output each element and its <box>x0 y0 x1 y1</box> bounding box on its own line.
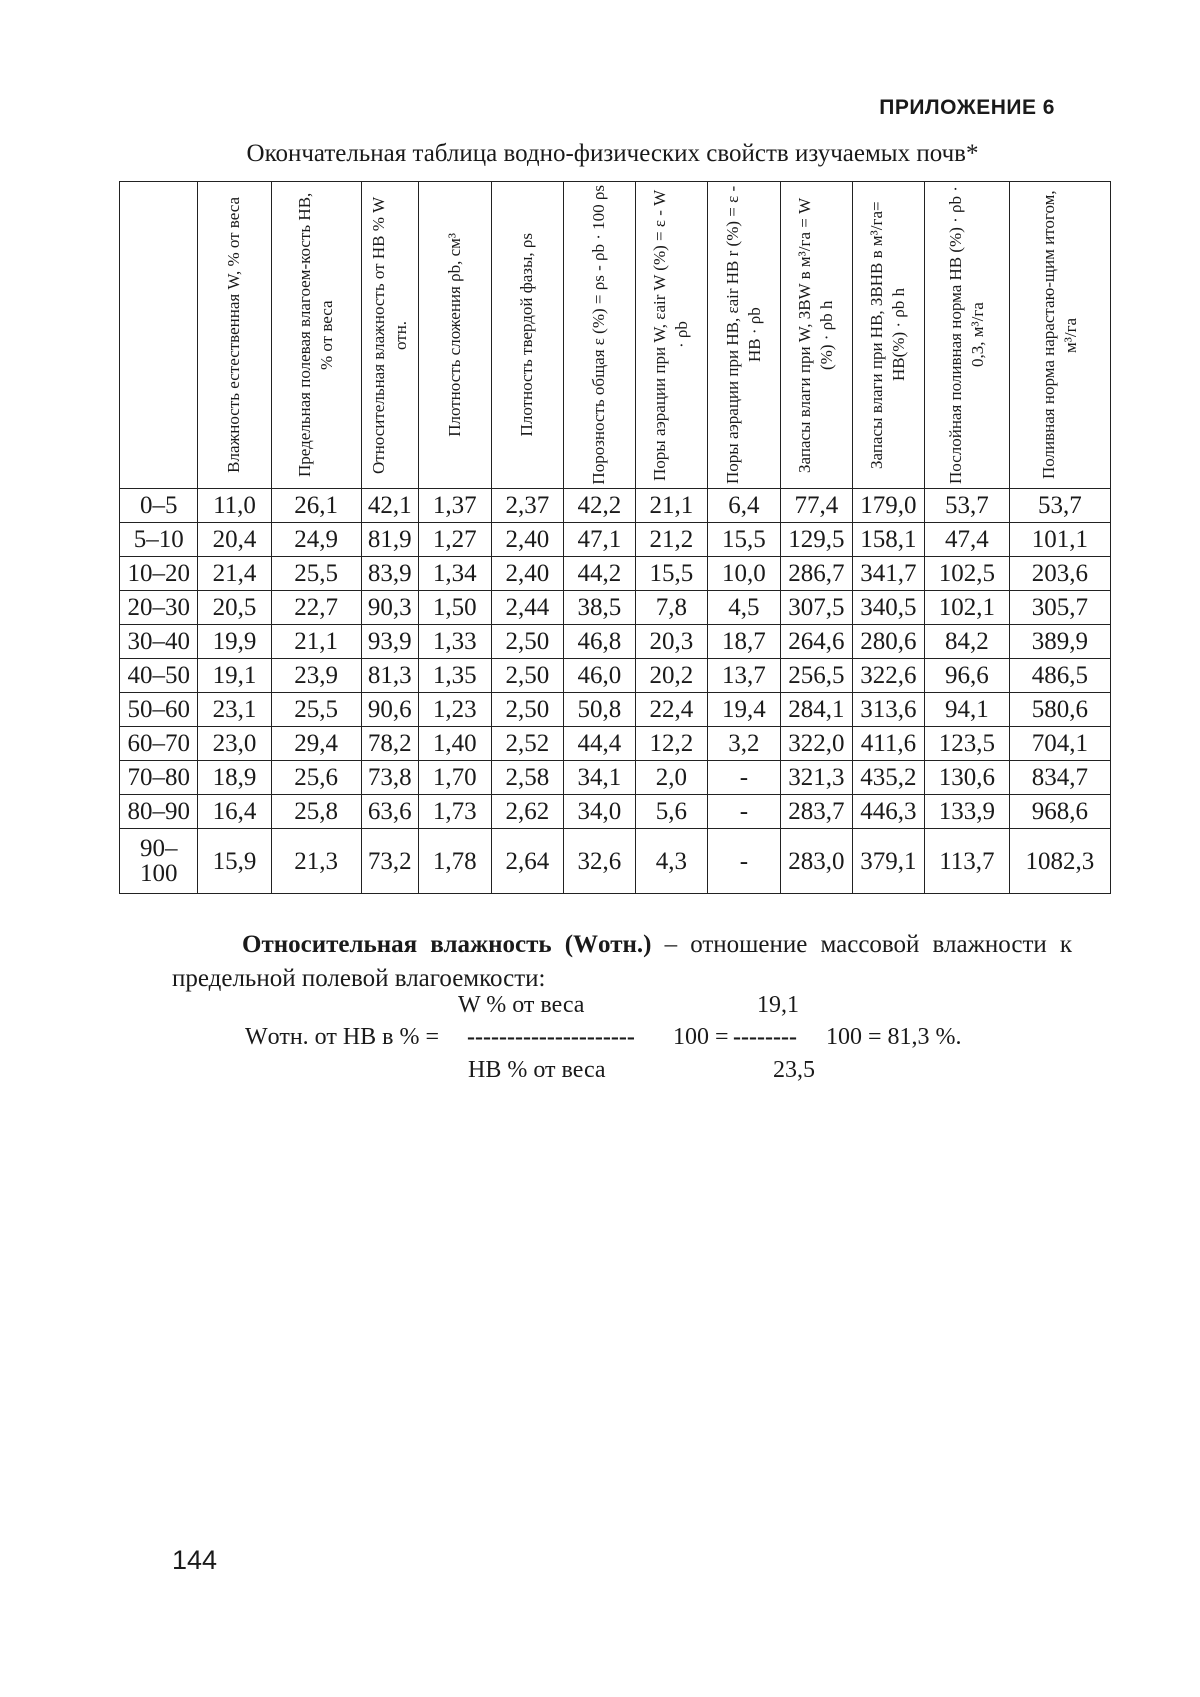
formula-dashes-long: --------------------- <box>467 1024 635 1050</box>
value-cell: 84,2 <box>924 625 1009 659</box>
value-cell: 283,0 <box>780 829 852 894</box>
value-cell: 78,2 <box>361 727 418 761</box>
value-cell: 7,8 <box>635 591 707 625</box>
value-cell: 18,9 <box>198 761 271 795</box>
formula-numerator-label: W % от веса <box>458 992 585 1018</box>
column-header-6 <box>563 182 635 489</box>
value-cell: 280,6 <box>852 625 924 659</box>
value-cell: 321,3 <box>780 761 852 795</box>
column-header-label: Плотность сложения ρb, см³ <box>444 233 464 437</box>
column-header-12 <box>1009 182 1110 489</box>
value-cell: 18,7 <box>707 625 780 659</box>
value-cell: 102,5 <box>924 557 1009 591</box>
value-cell: 44,2 <box>563 557 635 591</box>
value-cell: 25,5 <box>271 693 361 727</box>
column-header-label: Запасы влаги при НВ, ЗВНВ в м³/га= НВ(%) · ρb h <box>867 201 909 469</box>
table-row <box>120 795 1111 829</box>
value-cell: 20,4 <box>198 523 271 557</box>
value-cell: 834,7 <box>1009 761 1110 795</box>
value-cell: 47,4 <box>924 523 1009 557</box>
value-cell: 13,7 <box>707 659 780 693</box>
value-cell: 2,40 <box>491 523 563 557</box>
value-cell: 2,40 <box>491 557 563 591</box>
value-cell: 23,1 <box>198 693 271 727</box>
value-cell: 15,5 <box>707 523 780 557</box>
column-header-2 <box>271 182 361 489</box>
value-cell: 15,5 <box>635 557 707 591</box>
value-cell: 133,9 <box>924 795 1009 829</box>
value-cell: 102,1 <box>924 591 1009 625</box>
value-cell: 21,3 <box>271 829 361 894</box>
value-cell: 23,9 <box>271 659 361 693</box>
value-cell: 21,2 <box>635 523 707 557</box>
depth-cell: 50–60 <box>120 693 198 727</box>
value-cell: 73,8 <box>361 761 418 795</box>
column-header-11 <box>924 182 1009 489</box>
value-cell: 264,6 <box>780 625 852 659</box>
value-cell: 50,8 <box>563 693 635 727</box>
value-cell: 580,6 <box>1009 693 1110 727</box>
value-cell: 389,9 <box>1009 625 1110 659</box>
formula-denominator-label: НВ % от веса <box>468 1057 606 1083</box>
value-cell: 2,52 <box>491 727 563 761</box>
value-cell: 25,5 <box>271 557 361 591</box>
value-cell: 44,4 <box>563 727 635 761</box>
value-cell: 2,50 <box>491 659 563 693</box>
table-row <box>120 625 1111 659</box>
value-cell: 83,9 <box>361 557 418 591</box>
column-header-3 <box>361 182 418 489</box>
value-cell: 53,7 <box>924 489 1009 523</box>
value-cell: 34,0 <box>563 795 635 829</box>
value-cell: 24,9 <box>271 523 361 557</box>
value-cell: 4,5 <box>707 591 780 625</box>
value-cell: 2,37 <box>491 489 563 523</box>
table-body <box>120 489 1111 894</box>
value-cell: 2,50 <box>491 625 563 659</box>
value-cell: 94,1 <box>924 693 1009 727</box>
table-row <box>120 591 1111 625</box>
table-row <box>120 727 1111 761</box>
value-cell: 63,6 <box>361 795 418 829</box>
column-header-label: Запасы влаги при W, ЗВW в м³/га = W (%) · ρb h <box>795 197 837 473</box>
value-cell: 46,8 <box>563 625 635 659</box>
value-cell: 1,78 <box>418 829 491 894</box>
value-cell: 16,4 <box>198 795 271 829</box>
table-row <box>120 659 1111 693</box>
value-cell: 53,7 <box>1009 489 1110 523</box>
value-cell: 3,2 <box>707 727 780 761</box>
value-cell: 47,1 <box>563 523 635 557</box>
column-header-1 <box>198 182 271 489</box>
depth-cell: 30–40 <box>120 625 198 659</box>
value-cell: 93,9 <box>361 625 418 659</box>
value-cell: 340,5 <box>852 591 924 625</box>
column-header-5 <box>491 182 563 489</box>
value-cell: 12,2 <box>635 727 707 761</box>
value-cell: 379,1 <box>852 829 924 894</box>
value-cell: 123,5 <box>924 727 1009 761</box>
value-cell: 2,64 <box>491 829 563 894</box>
value-cell: 21,1 <box>635 489 707 523</box>
value-cell: 2,0 <box>635 761 707 795</box>
value-cell: 6,4 <box>707 489 780 523</box>
depth-cell: 70–80 <box>120 761 198 795</box>
value-cell: 1,40 <box>418 727 491 761</box>
formula-mult: 100 = <box>673 1024 729 1050</box>
value-cell: 73,2 <box>361 829 418 894</box>
value-cell: 20,5 <box>198 591 271 625</box>
value-cell: 341,7 <box>852 557 924 591</box>
value-cell: - <box>707 829 780 894</box>
column-header-label: Относительная влажность от НВ % W отн. <box>368 196 410 474</box>
depth-cell: 0–5 <box>120 489 198 523</box>
value-cell: 2,58 <box>491 761 563 795</box>
value-cell: 2,62 <box>491 795 563 829</box>
formula-result: 100 = 81,3 %. <box>826 1024 962 1050</box>
column-header-label: Плотность твердой фазы, ρs <box>517 233 537 437</box>
value-cell: 305,7 <box>1009 591 1110 625</box>
value-cell: 286,7 <box>780 557 852 591</box>
value-cell: 322,0 <box>780 727 852 761</box>
value-cell: 313,6 <box>852 693 924 727</box>
table-title: Окончательная таблица водно-физических свойств изучаемых почв* <box>246 140 979 167</box>
value-cell: - <box>707 795 780 829</box>
value-cell: 1,73 <box>418 795 491 829</box>
definition-text: – отношение массовой влажности к предельной полевой влагоемкости: <box>172 931 1073 992</box>
depth-cell: 60–70 <box>120 727 198 761</box>
value-cell: 25,6 <box>271 761 361 795</box>
value-cell: 203,6 <box>1009 557 1110 591</box>
value-cell: 81,3 <box>361 659 418 693</box>
definition-term: Относительная влажность (Wотн.) <box>242 931 652 958</box>
value-cell: 1,35 <box>418 659 491 693</box>
value-cell: 283,7 <box>780 795 852 829</box>
table-row <box>120 489 1111 523</box>
value-cell: 1,23 <box>418 693 491 727</box>
value-cell: - <box>707 761 780 795</box>
column-header-9 <box>780 182 852 489</box>
value-cell: 32,6 <box>563 829 635 894</box>
value-cell: 101,1 <box>1009 523 1110 557</box>
depth-cell: 40–50 <box>120 659 198 693</box>
value-cell: 19,1 <box>198 659 271 693</box>
table-row <box>120 829 1111 894</box>
value-cell: 15,9 <box>198 829 271 894</box>
value-cell: 1082,3 <box>1009 829 1110 894</box>
table-header <box>120 182 1111 489</box>
depth-cell: 5–10 <box>120 523 198 557</box>
value-cell: 130,6 <box>924 761 1009 795</box>
value-cell: 307,5 <box>780 591 852 625</box>
value-cell: 486,5 <box>1009 659 1110 693</box>
page-number: 144 <box>172 1545 218 1575</box>
value-cell: 90,3 <box>361 591 418 625</box>
depth-cell: 10–20 <box>120 557 198 591</box>
table-row <box>120 693 1111 727</box>
value-cell: 22,7 <box>271 591 361 625</box>
column-header-label: Порозность общая ε (%) = ρs - ρb · 100 ρs <box>589 185 609 485</box>
formula-lhs: Wотн. от НВ в % = <box>245 1024 440 1050</box>
header-row <box>120 182 1111 489</box>
value-cell: 42,1 <box>361 489 418 523</box>
value-cell: 2,50 <box>491 693 563 727</box>
value-cell: 81,9 <box>361 523 418 557</box>
value-cell: 113,7 <box>924 829 1009 894</box>
table-row <box>120 523 1111 557</box>
value-cell: 96,6 <box>924 659 1009 693</box>
value-cell: 21,1 <box>271 625 361 659</box>
value-cell: 25,8 <box>271 795 361 829</box>
depth-cell: 80–90 <box>120 795 198 829</box>
value-cell: 129,5 <box>780 523 852 557</box>
value-cell: 19,4 <box>707 693 780 727</box>
value-cell: 1,33 <box>418 625 491 659</box>
value-cell: 411,6 <box>852 727 924 761</box>
table-row <box>120 761 1111 795</box>
value-cell: 4,3 <box>635 829 707 894</box>
appendix-label: ПРИЛОЖЕНИЕ 6 <box>879 96 1055 119</box>
value-cell: 1,70 <box>418 761 491 795</box>
depth-cell: 90– 100 <box>120 829 198 894</box>
column-header-label: Поры аэрации при W, εair W (%) = ε - W · ρb <box>650 189 692 481</box>
column-header-label: Влажность естественная W, % от веса <box>224 197 244 473</box>
value-cell: 1,50 <box>418 591 491 625</box>
value-cell: 704,1 <box>1009 727 1110 761</box>
value-cell: 1,34 <box>418 557 491 591</box>
column-header-label: Поры аэрации при НВ, εair НВ r (%) = ε - НВ · ρb <box>722 185 764 485</box>
column-header-label: Поливная норма нарастаю-щим итогом, м³/га <box>1038 190 1080 480</box>
column-header-4 <box>418 182 491 489</box>
value-cell: 1,37 <box>418 489 491 523</box>
column-header-label: Предельная полевая влагоем-кость НВ, % от веса <box>295 192 337 478</box>
value-cell: 29,4 <box>271 727 361 761</box>
formula-numerator-value: 19,1 <box>757 992 799 1018</box>
value-cell: 22,4 <box>635 693 707 727</box>
value-cell: 20,3 <box>635 625 707 659</box>
value-cell: 446,3 <box>852 795 924 829</box>
value-cell: 21,4 <box>198 557 271 591</box>
value-cell: 11,0 <box>198 489 271 523</box>
value-cell: 77,4 <box>780 489 852 523</box>
value-cell: 90,6 <box>361 693 418 727</box>
column-header-10 <box>852 182 924 489</box>
value-cell: 26,1 <box>271 489 361 523</box>
value-cell: 158,1 <box>852 523 924 557</box>
value-cell: 179,0 <box>852 489 924 523</box>
column-header-label: Послойная поливная норма НВ (%) · ρb · 0,3, м³/га <box>945 186 987 484</box>
value-cell: 1,27 <box>418 523 491 557</box>
value-cell: 20,2 <box>635 659 707 693</box>
column-header-8 <box>707 182 780 489</box>
definition-paragraph <box>172 928 1072 996</box>
value-cell: 19,9 <box>198 625 271 659</box>
value-cell: 34,1 <box>563 761 635 795</box>
formula-dashes-short: -------- <box>733 1024 797 1050</box>
table-row <box>120 557 1111 591</box>
value-cell: 46,0 <box>563 659 635 693</box>
value-cell: 256,5 <box>780 659 852 693</box>
value-cell: 38,5 <box>563 591 635 625</box>
value-cell: 5,6 <box>635 795 707 829</box>
properties-table <box>119 181 1111 894</box>
value-cell: 10,0 <box>707 557 780 591</box>
value-cell: 42,2 <box>563 489 635 523</box>
column-header-7 <box>635 182 707 489</box>
value-cell: 23,0 <box>198 727 271 761</box>
column-header-0 <box>120 182 198 489</box>
value-cell: 435,2 <box>852 761 924 795</box>
value-cell: 284,1 <box>780 693 852 727</box>
value-cell: 2,44 <box>491 591 563 625</box>
formula-denominator-value: 23,5 <box>773 1057 815 1083</box>
value-cell: 968,6 <box>1009 795 1110 829</box>
value-cell: 322,6 <box>852 659 924 693</box>
depth-cell: 20–30 <box>120 591 198 625</box>
